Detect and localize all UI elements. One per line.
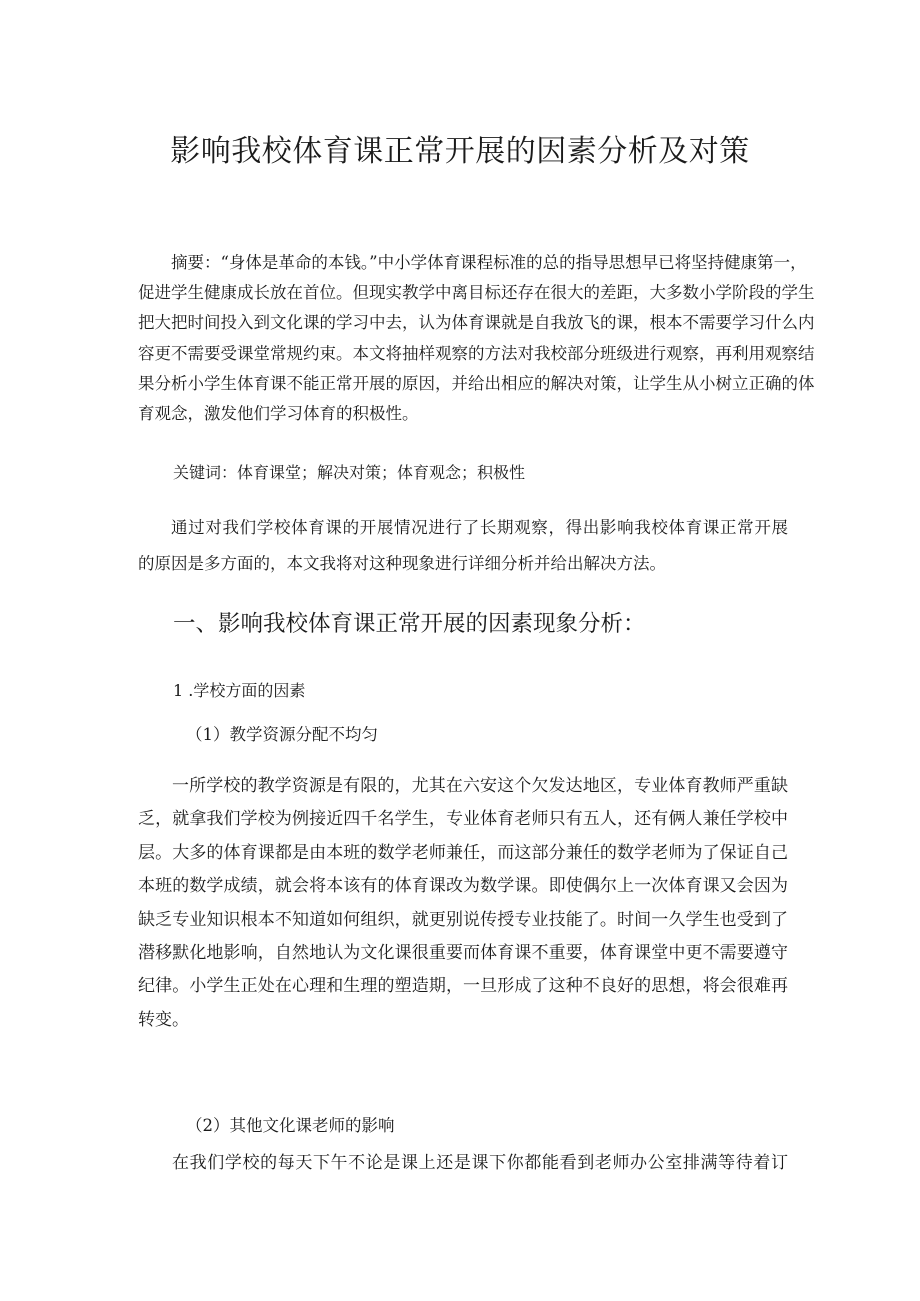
body-line: 一所学校的教学资源是有限的，尤其在六安这个欠发达地区，专业体育教师严重缺 bbox=[172, 776, 788, 796]
abstract-line: 育观念，激发他们学习体育的积极性。 bbox=[138, 403, 419, 423]
subheading-resource-allocation: （1）教学资源分配不均匀 bbox=[186, 725, 378, 744]
body-line: 转变。 bbox=[138, 1009, 189, 1030]
body-paragraph-other-teachers bbox=[138, 1146, 788, 1180]
abstract-line: 促进学生健康成长放在首位。但现实教学中离目标还存在很大的差距，大多数小学阶段的学生 bbox=[138, 283, 815, 303]
section-heading: 一、影响我校体育课正常开展的因素现象分析： bbox=[173, 611, 646, 637]
abstract-line: 容更不需要受课堂常规约束。本文将抽样观察的方法对我校部分班级进行观察，再利用观察结 bbox=[138, 343, 815, 363]
intro-line: 通过对我们学校体育课的开展情况进行了长期观察，得出影响我校体育课正常开展 bbox=[171, 518, 788, 537]
body-paragraph-resources bbox=[138, 770, 788, 1037]
subheading-other-teachers: （2）其他文化课老师的影响 bbox=[186, 1116, 395, 1135]
body-line: 在我们学校的每天下午不论是课上还是课下你都能看到老师办公室排满等待着订 bbox=[172, 1153, 788, 1173]
body-line: 缺乏专业知识根本不知道如何组织，就更别说传授专业技能了。时间一久学生也受到了 bbox=[138, 909, 788, 930]
keywords-line: 关键词：体育课堂；解决对策；体育观念；积极性 bbox=[173, 463, 526, 482]
subheading-school-factors: 1 .学校方面的因素 bbox=[173, 681, 306, 700]
body-line: 纪律。小学生正处在心理和生理的塑造期，一旦形成了这种不良好的思想，将会很难再 bbox=[138, 976, 788, 997]
abstract-line: 把大把时间投入到文化课的学习中去，认为体育课就是自我放飞的课，根本不需要学习什么内 bbox=[138, 313, 815, 333]
intro-paragraph bbox=[138, 510, 788, 582]
abstract-paragraph bbox=[138, 248, 815, 429]
body-line: 层。大多的体育课都是由本班的数学老师兼任，而这部分兼任的数学老师为了保证自己 bbox=[138, 842, 788, 863]
body-line: 乏，就拿我们学校为例接近四千名学生，专业体育老师只有五人，还有俩人兼任学校中 bbox=[138, 809, 788, 830]
body-line: 本班的数学成绩，就会将本该有的体育课改为数学课。即使偶尔上一次体育课又会因为 bbox=[138, 876, 788, 897]
body-line: 潜移默化地影响，自然地认为文化课很重要而体育课不重要，体育课堂中更不需要遵守 bbox=[138, 942, 788, 963]
document-title: 影响我校体育课正常开展的因素分析及对策 bbox=[170, 134, 750, 169]
intro-line: 的原因是多方面的，本文我将对这种现象进行详细分析并给出解决方法。 bbox=[138, 554, 666, 573]
abstract-line: 果分析小学生体育课不能正常开展的原因，并给出相应的解决对策，让学生从小树立正确的体 bbox=[138, 373, 815, 393]
abstract-line: 摘要：“身体是革命的本钱。”中小学体育课程标准的总的指导思想早已将坚持健康第一， bbox=[171, 253, 807, 272]
